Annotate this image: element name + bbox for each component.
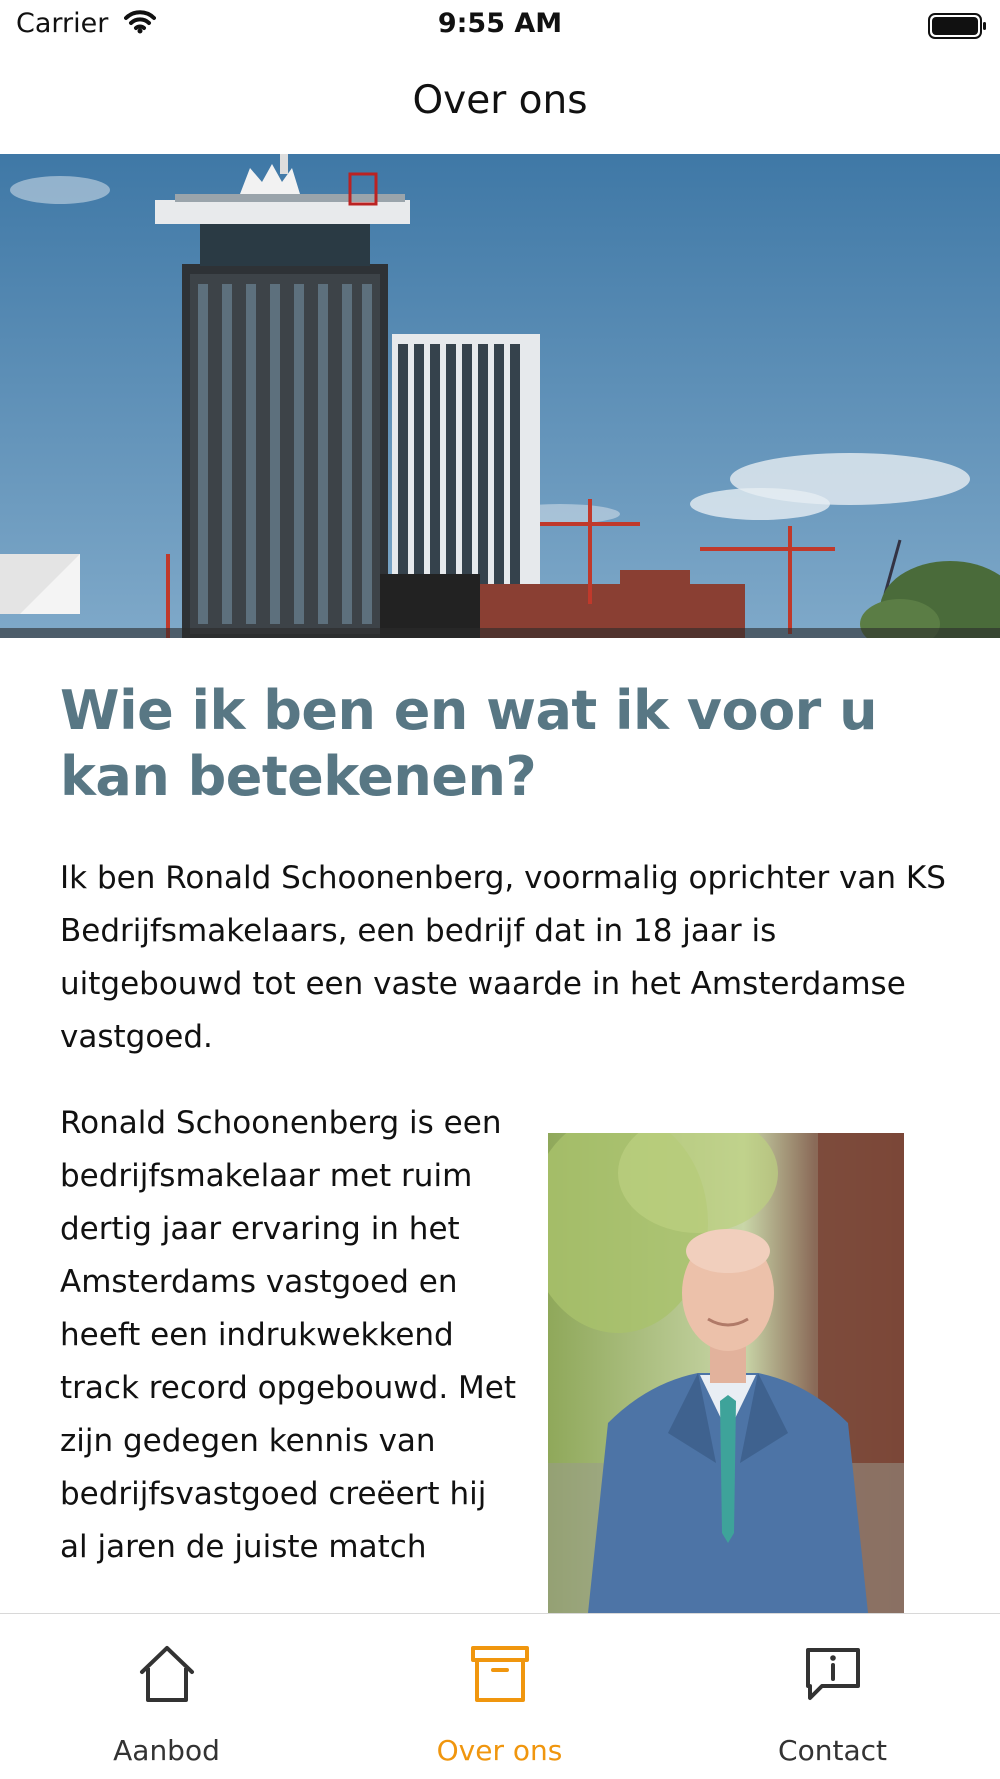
portrait-photo <box>548 1133 904 1613</box>
status-time: 9:55 AM <box>437 8 563 39</box>
box-icon <box>469 1644 531 1704</box>
tab-label-contact: Contact <box>778 1734 887 1767</box>
tab-aanbod[interactable] <box>0 1614 333 1779</box>
carrier-label: Carrier <box>16 8 109 39</box>
info-chat-icon <box>802 1644 864 1704</box>
hero-image <box>0 154 1000 638</box>
section-heading: Wie ik ben en wat ik voor u kan betekenen? <box>60 679 878 808</box>
tab-label-over-ons: Over ons <box>436 1734 563 1767</box>
intro-paragraph: Ik ben Ronald Schoonenberg, voormalig oprichter van KS Bedrijfsmakelaars, een bedrijf dat in 18 jaar is uitgebouwd tot een vaste waarde in het Amsterdamse vastgoed. <box>60 860 946 1055</box>
battery-icon <box>928 12 988 44</box>
status-bar <box>0 0 1000 52</box>
tab-label-aanbod: Aanbod <box>113 1734 220 1767</box>
tab-bar <box>0 1613 1000 1779</box>
tab-contact[interactable] <box>666 1614 999 1779</box>
navigation-bar <box>0 52 1000 154</box>
bio-paragraph: Ronald Schoonenberg is een bedrijfsmakelaar met ruim dertig jaar ervaring in het Amsterdams vastgoed en heeft een indrukwekkend track record opgebouwd. Met zijn gedegen kennis van bedrijfsvastgoed creëert hij al jaren de juiste match <box>60 1105 517 1565</box>
tab-over-ons[interactable] <box>333 1614 666 1779</box>
page-title: Over ons <box>412 78 588 123</box>
home-icon <box>136 1644 198 1704</box>
